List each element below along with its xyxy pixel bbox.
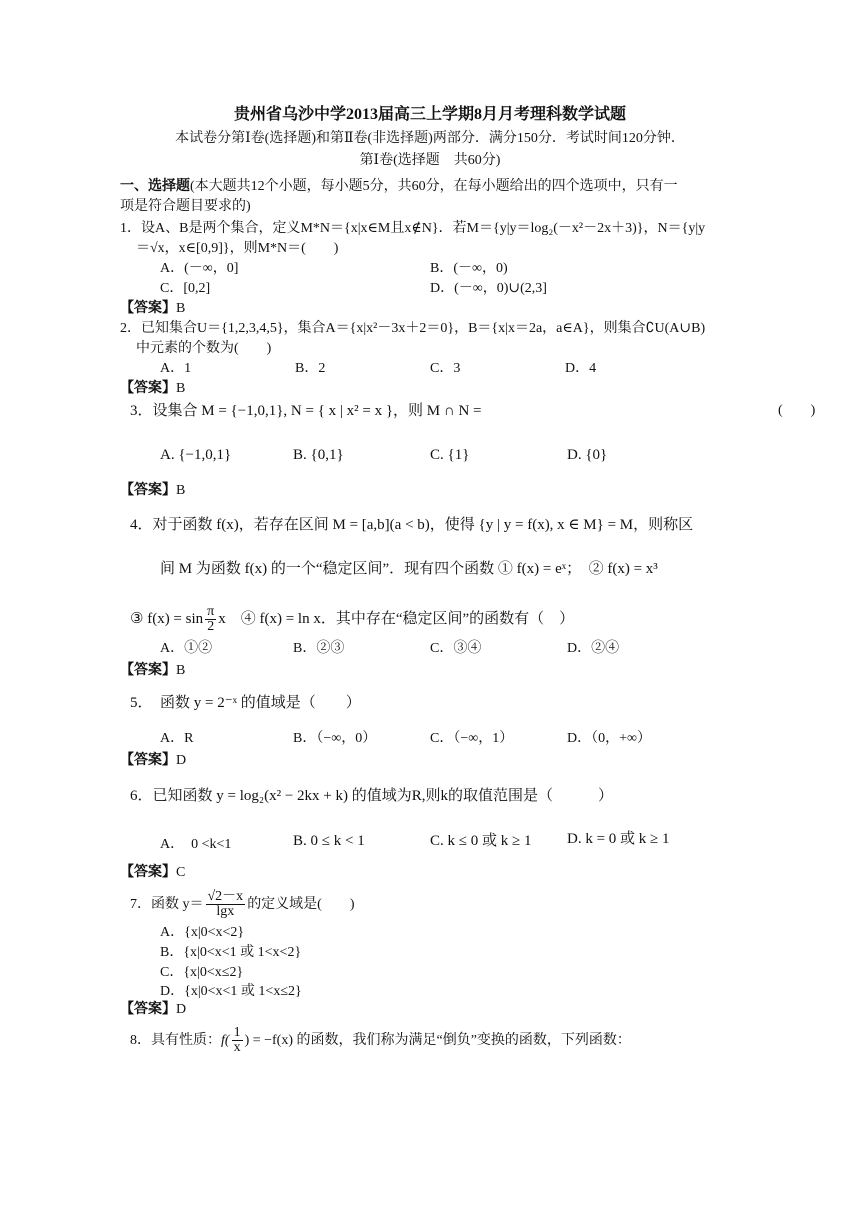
q4-line3-part-b: x ④ f(x) = ln x．其中存在“稳定区间”的函数有（ ） [218,611,575,627]
q1-option-b: B．(－∞，0) [430,261,508,276]
q4-stem-line2: 间 M 为函数 f(x) 的一个“稳定区间”．现有四个函数 ① f(x) = eˣ； ② f(x) = x³ [160,561,658,577]
q5-answer-value: D [176,753,187,768]
q2-option-a: A．1 [160,361,192,376]
q7-answer-value: D [176,1002,187,1017]
q5-stem: 5． 函数 y = 2⁻ˣ 的值域是（ ） [130,695,361,711]
q4-fraction-num: π [207,604,215,620]
q4-option-a: A．①② [160,641,213,656]
q7-option-d: D．{x|0<x<1 或 1<x≤2} [160,984,302,999]
q8-fraction [232,1026,243,1055]
q6-answer [120,864,185,882]
q6-option-a: A． 0 <k<1 [160,837,232,852]
q6-option-b: B. 0 ≤ k < 1 [293,833,365,849]
section1-desc-line2: 项是符合题目要求的) [120,199,251,214]
q7-option-b: B．{x|0<x<1 或 1<x<2} [160,945,302,960]
q1-option-d: D．(－∞，0)∪(2,3] [430,281,547,296]
q4-line3-part-a: ③ f(x) = sin [130,611,204,627]
q3-answer [120,482,185,500]
q1-stem-line2: ＝√x，x∈[0,9]}，则M*N＝( ) [136,241,339,256]
q7-fraction-den: lgx [216,904,235,920]
q4-option-d: D．②④ [567,641,620,656]
q3-option-c: C. {1} [430,447,470,463]
q4-fraction [205,605,216,634]
part1-heading: 第Ⅰ卷(选择题 共60分) [359,153,501,168]
q7-option-a: A．{x|0<x<2} [160,925,245,940]
q3-option-d: D. {0} [567,447,608,463]
q8-fraction-num: 1 [233,1025,241,1041]
q6-option-d: D. k = 0 或 k ≥ 1 [567,831,670,847]
q4-stem-line1: 4．对于函数 f(x)，若存在区间 M = [a,b](a < b)，使得 {y | y = f(x), x ∈ M} = M，则称区 [130,517,694,533]
q4-fraction-den: 2 [207,619,215,635]
q4-stem-line3 [130,604,574,634]
q2-answer-value: B [176,381,186,396]
q7-stem-part-b: 的定义域是( ) [247,897,355,912]
q3-option-a: A. {−1,0,1} [160,447,232,463]
document-title: 贵州省乌沙中学2013届高三上学期8月月考理科数学试题 [233,106,626,123]
q3-answer-label: 【答案】 [120,483,176,498]
section1-desc: (本大题共12个小题，每小题5分，共60分，在每小题给出的四个选项中，只有一 [190,179,678,194]
q3-paren: ( ) [778,403,816,418]
q4-option-c: C．③④ [430,641,482,656]
q5-option-b: B．（−∞，0） [293,731,377,746]
q7-stem-part-a: 7．函数 y＝ [130,897,204,912]
q4-answer-value: B [176,663,186,678]
q7-option-c: C．{x|0<x≤2} [160,965,244,980]
q1-option-c: C．[0,2] [160,281,211,296]
q2-stem-line1: 2．已知集合U＝{1,2,3,4,5}，集合A＝{x|x²－3x＋2＝0}，B＝{x|x＝2a，a∈A}，则集合∁U(A∪B) [120,321,706,336]
q2-option-c: C．3 [430,361,461,376]
q8-stem-f: f( [221,1033,230,1048]
q4-option-b: B．②③ [293,641,345,656]
q4-answer-label: 【答案】 [120,663,176,678]
q5-answer [120,752,186,770]
exam-intro: 本试卷分第Ⅰ卷(选择题)和第Ⅱ卷(非选择题)两部分．满分150分．考试时间120分钟． [175,131,685,146]
section1-heading: 一、选择题 [120,179,190,194]
q3-option-b: B. {0,1} [293,447,344,463]
q5-option-a: A．R [160,731,194,746]
q6-option-c: C. k ≤ 0 或 k ≥ 1 [430,833,532,849]
q8-fraction-den: x [233,1040,241,1056]
q1-answer-value: B [176,301,186,316]
q7-fraction-num: √2－x [207,889,244,905]
q5-option-d: D．（0，+∞） [567,731,651,746]
q8-stem-part-b: ) = −f(x) 的函数，我们称为满足“倒负”变换的函数，下列函数： [244,1033,631,1048]
q2-stem-line2: 中元素的个数为( ) [136,341,272,356]
q4-answer [120,662,185,680]
q8-stem [130,1024,631,1058]
q6-answer-value: C [176,865,186,880]
q6-answer-label: 【答案】 [120,865,176,880]
q8-stem-part-a: 8．具有性质： [130,1033,221,1048]
q6-stem: 6．已知函数 y = log₂(x² − 2kx + k) 的值域为R,则k的取值范围是（ ） [130,788,614,804]
q1-option-a: A．(－∞，0] [160,261,239,276]
q1-answer-label: 【答案】 [120,301,176,316]
q1-answer [120,300,185,318]
q2-option-d: D．4 [565,361,597,376]
q7-stem [130,888,355,922]
q7-answer-label: 【答案】 [120,1002,176,1017]
q2-answer [120,380,185,398]
q7-fraction [206,890,246,919]
q2-option-b: B．2 [295,361,326,376]
q5-option-c: C．（−∞，1） [430,731,514,746]
q5-answer-label: 【答案】 [120,753,176,768]
section1-desc-line1 [120,178,678,196]
q2-answer-label: 【答案】 [120,381,176,396]
q7-answer [120,1001,186,1019]
q3-stem: 3．设集合 M = {−1,0,1}, N = { x | x² = x }，则 M ∩ N = [130,403,482,419]
q3-answer-value: B [176,483,186,498]
q1-stem-line1: 1．设A、B是两个集合，定义M*N＝{x|x∈M且x∉N}．若M＝{y|y＝log₂(－x²－2x＋3)}，N＝{y|y [120,221,706,236]
